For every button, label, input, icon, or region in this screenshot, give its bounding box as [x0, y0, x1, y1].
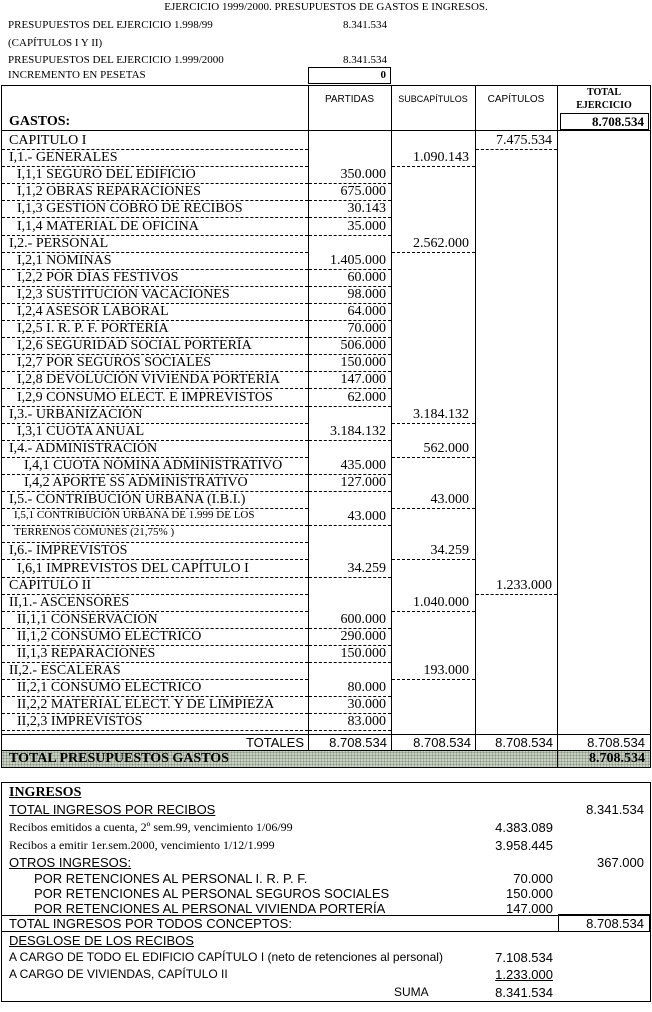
row-partidas: 34.259 [347, 561, 386, 576]
header-row-label: PRESUPUESTOS DEL EJERCICIO 1.998/99 [8, 19, 213, 31]
subcapitulos-separator [392, 611, 475, 612]
suma-label: SUMA [394, 985, 429, 999]
row-partidas: 60.000 [347, 270, 386, 285]
row-concept: I,2,6 SEGURIDAD SOCIAL PORTERÍA [17, 338, 252, 353]
col-header-capitulos: CAPÍTULOS [487, 94, 545, 105]
row-concept: I,1,2 OBRAS REPARACIONES [17, 184, 201, 199]
otros-ingresos-value: 367.000 [597, 855, 644, 870]
row-concept: I,4,1 CUOTA NÓMINA ADMINISTRATIVO [24, 458, 283, 473]
row-partidas: 98.000 [347, 287, 386, 302]
totales-capitulos: 8.708.534 [495, 735, 553, 750]
subcapitulos-separator [392, 423, 475, 424]
row-separator [2, 388, 308, 389]
retencion-vivienda-label: POR RETENCIONES AL PERSONAL VIVIENDA PORTERÍA [34, 901, 386, 916]
desglose-capitulo-ii-value: 1.233.000 [495, 967, 553, 982]
recibo-a-emitir-label: Recibos a emitir 1er.sem.2000, vencimiento 1/12/1.999 [9, 838, 275, 852]
row-concept: I,2,9 CONSUMO ELECT. E IMPREVISTOS [17, 390, 273, 405]
row-partidas: 43.000 [347, 509, 386, 524]
row-subcapitulos: 562.000 [423, 441, 469, 456]
subcapitulos-separator [392, 457, 475, 458]
row-partidas: 30.000 [347, 697, 386, 712]
retencion-vivienda-value: 147.000 [506, 901, 553, 916]
capitulos-separator [476, 594, 557, 595]
row-subcapitulos: 3.184.132 [413, 407, 469, 422]
otros-ingresos-label: OTROS INGRESOS: [9, 855, 132, 870]
row-concept: II,1,2 CONSUMO ELECTRICO [17, 629, 202, 644]
subcapitulos-separator [392, 559, 475, 560]
retencion-irpf-value: 70.000 [513, 871, 553, 886]
row-partidas: 675.000 [340, 184, 386, 199]
row-concept: I,5,1 CONTRIBUCIÓN URBANA DE 1.999 DE LOS [14, 509, 255, 521]
subcapitulos-separator [392, 508, 475, 509]
row-concept: I,3.- URBANIZACIÓN [9, 407, 143, 422]
totales-total: 8.708.534 [587, 735, 645, 750]
partidas-separator [309, 491, 391, 492]
partidas-separator [309, 388, 391, 389]
row-concept: I,5.- CONTRIBUCIÓN URBANA (I.B.I.) [9, 492, 246, 507]
ingresos-heading: INGRESOS [9, 785, 82, 800]
totales-label: TOTALES [245, 735, 304, 750]
row-subcapitulos: 43.000 [430, 492, 469, 507]
row-partidas: 64.000 [347, 304, 386, 319]
row-concept: II,2,3 IMPREVISTOS [17, 714, 143, 729]
header-row-label: PRESUPUESTOS DEL EJERCICIO 1.999/2000 [8, 54, 224, 66]
total-conceptos-bottom-line [1, 931, 651, 932]
subcapitulos-separator [392, 252, 475, 253]
row-concept: I,3,1 CUOTA ANUAL [17, 424, 145, 439]
row-concept: I,1,4 MATERIAL DE OFICINA [17, 219, 199, 234]
row-partidas: 30.143 [347, 201, 386, 216]
desglose-capitulo-i-label: A CARGO DE TODO EL EDIFICIO CAPÍTULO I (neto de retenciones al personal) [9, 950, 443, 964]
row-partidas: 150.000 [340, 646, 386, 661]
row-partidas: 70.000 [347, 321, 386, 336]
capitulos-separator [476, 149, 557, 150]
row-partidas: 62.000 [347, 390, 386, 405]
recibo-emitido-value: 4.383.089 [495, 820, 553, 835]
row-capitulos: 7.475.534 [496, 133, 552, 148]
recibo-a-emitir-value: 3.958.445 [495, 838, 553, 853]
partidas-separator [309, 662, 391, 663]
header-row-value: 8.341.534 [343, 54, 387, 66]
row-concept: I,2,5 I. R. P. F. PORTERÍA [17, 321, 169, 336]
header-row-label: INCREMENTO EN PESETAS [8, 69, 146, 81]
row-concept: CAPITULO I [9, 133, 87, 148]
row-subcapitulos: 193.000 [423, 663, 469, 678]
row-concept: II,1,1 CONSERVACION [17, 612, 158, 627]
partidas-separator [309, 440, 391, 441]
row-concept: II,2,1 CONSUMO ELECTRICO [17, 680, 202, 695]
row-concept: I,2.- PERSONAL [9, 236, 109, 251]
row-partidas: 1.405.000 [330, 253, 386, 268]
partidas-separator [309, 525, 391, 526]
row-concept: I,2,2 POR DÍAS FESTIVOS [17, 270, 179, 285]
row-separator [2, 559, 308, 560]
row-concept: II,1,3 REPARACIONES [17, 646, 156, 661]
increment-value: 0 [380, 69, 386, 81]
row-concept: I,1,1 SEGURO DEL EDIFICIO [17, 167, 196, 182]
desglose-capitulo-i-value: 7.108.534 [495, 950, 553, 965]
desglose-capitulo-ii-label: A CARGO DE VIVIENDAS, CAPÍTULO II [9, 967, 228, 981]
col-header-total-line2: EJERCICIO [576, 100, 632, 111]
total-recibos-label: TOTAL INGRESOS POR RECIBOS [9, 802, 216, 817]
row-concept: I,2,8 DEVOLUCIÓN VIVIENDA PORTERÍA [17, 372, 280, 387]
document-title: EJERCICIO 1999/2000. PRESUPUESTOS DE GASTOS E INGRESOS. [164, 1, 488, 13]
row-concept: TERRENOS COMUNES (21,75% ) [14, 526, 175, 538]
desglose-label: DESGLOSE DE LOS RECIBOS [9, 933, 194, 948]
total-recibos-value: 8.341.534 [586, 802, 644, 817]
row-concept: I,2,4 ASESOR LABORAL [17, 304, 169, 319]
row-concept: I,2,1 NOMINAS [17, 253, 112, 268]
header-row-label: (CAPÍTULOS I Y II) [8, 37, 103, 49]
row-partidas: 150.000 [340, 355, 386, 370]
row-partidas: 600.000 [340, 612, 386, 627]
row-partidas: 83.000 [347, 714, 386, 729]
row-separator [2, 730, 308, 731]
row-separator [2, 217, 308, 218]
row-subcapitulos: 1.040.000 [413, 595, 469, 610]
row-concept: II,2,2 MATERIAL ELECT. Y DE LIMPIEZA [17, 697, 275, 712]
totales-subcapitulos: 8.708.534 [413, 735, 471, 750]
partidas-separator [309, 235, 391, 236]
row-capitulos: 1.233.000 [496, 578, 552, 593]
partidas-separator [309, 730, 391, 731]
partidas-separator [309, 217, 391, 218]
row-partidas: 80.000 [347, 680, 386, 695]
row-concept: I,4.- ADMINISTRACIÓN [9, 441, 158, 456]
subcapitulos-separator [392, 166, 475, 167]
gastos-heading: GASTOS: [9, 114, 71, 129]
gastos-header-divider [1, 130, 651, 131]
row-concept: CAPITULO II [9, 578, 92, 593]
total-ejercicio-value: 8.708.534 [592, 114, 644, 129]
partidas-separator [309, 406, 391, 407]
row-partidas: 290.000 [340, 629, 386, 644]
total-conceptos-label: TOTAL INGRESOS POR TODOS CONCEPTOS: [9, 916, 292, 931]
totales-partidas: 8.708.534 [329, 735, 387, 750]
row-partidas: 506.000 [340, 338, 386, 353]
totales-top-line [1, 734, 651, 735]
col-divider-total [557, 85, 558, 751]
subcapitulos-separator [392, 679, 475, 680]
row-concept: I,1,3 GESTION COBRO DE RECIBOS [17, 201, 243, 216]
row-partidas: 435.000 [340, 458, 386, 473]
retencion-seguros-label: POR RETENCIONES AL PERSONAL SEGUROS SOCIALES [34, 886, 390, 901]
row-partidas: 350.000 [340, 167, 386, 182]
row-subcapitulos: 1.090.143 [413, 150, 469, 165]
partidas-separator [309, 577, 391, 578]
row-concept: I,2,7 POR SEGUROS SOCIALES [17, 355, 212, 370]
row-partidas: 147.000 [340, 372, 386, 387]
row-concept: I,6,1 IMPREVISTOS DEL CAPÍTULO I [17, 561, 249, 576]
total-conceptos-value: 8.708.534 [586, 916, 644, 931]
row-concept: I,4,2 APORTE SS ADMINISTRATIVO [24, 475, 248, 490]
row-partidas: 35.000 [347, 219, 386, 234]
col-header-subcapitulos: SUBCAPÍTULOS [398, 94, 468, 104]
col-divider-capitulos [475, 85, 476, 751]
retencion-irpf-label: POR RETENCIONES AL PERSONAL I. R. P. F. [34, 871, 308, 886]
row-partidas: 127.000 [340, 475, 386, 490]
header-row-value: 8.341.534 [343, 19, 387, 31]
row-concept: I,6.- IMPREVISTOS [9, 543, 128, 558]
row-partidas: 3.184.132 [330, 424, 386, 439]
total-gastos-label: TOTAL PRESUPUESTOS GASTOS [9, 751, 229, 766]
col-header-total-line1: TOTAL [586, 87, 622, 98]
total-gastos-value: 8.708.534 [589, 751, 645, 766]
row-subcapitulos: 34.259 [430, 543, 469, 558]
row-concept: I,2,3 SUSTITUCION VACACIONES [17, 287, 230, 302]
row-concept: II,1.- ASCENSORES [9, 595, 130, 610]
retencion-seguros-value: 150.000 [506, 886, 553, 901]
recibo-emitido-label: Recibos emitidos a cuenta, 2º sem.99, vencimiento 1/06/99 [9, 820, 293, 834]
row-concept: I,1.- GENERALES [9, 150, 118, 165]
row-concept: II,2.- ESCALERAS [9, 663, 121, 678]
row-subcapitulos: 2.562.000 [413, 236, 469, 251]
suma-value: 8.341.534 [495, 985, 553, 1000]
col-header-partidas: PARTIDAS [324, 94, 375, 105]
